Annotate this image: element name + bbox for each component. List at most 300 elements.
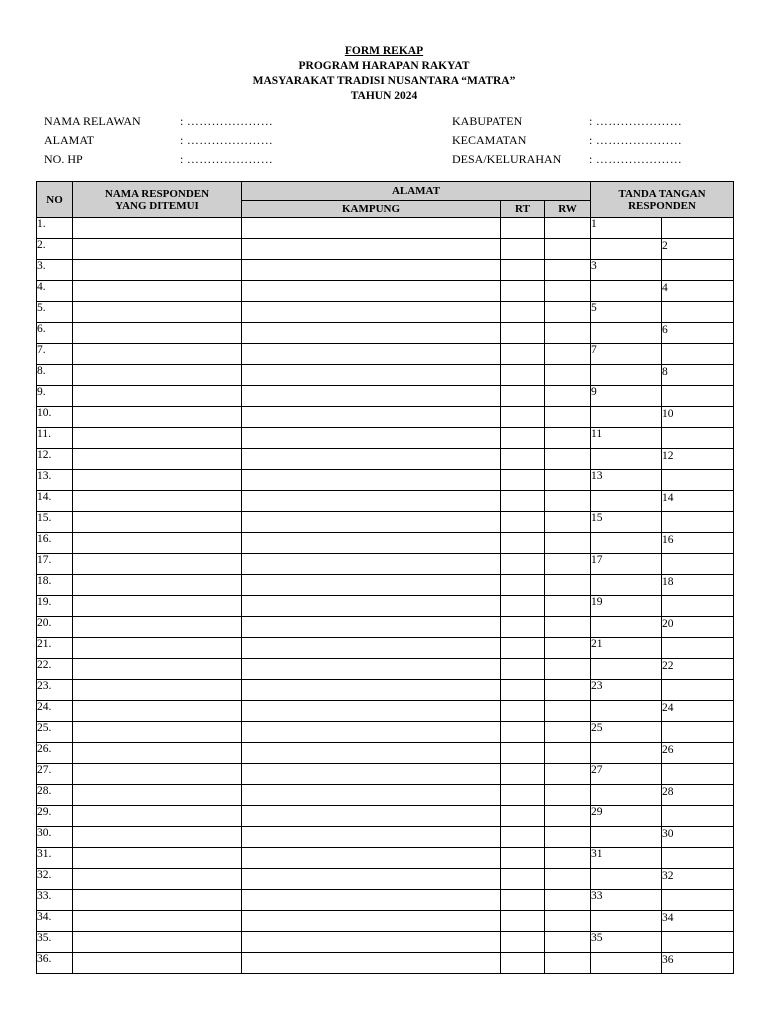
- rw-cell[interactable]: [545, 659, 591, 680]
- kampung-cell[interactable]: [242, 512, 501, 533]
- respondent-name-cell[interactable]: [73, 617, 242, 638]
- rt-cell[interactable]: [501, 512, 545, 533]
- signature-number: 19: [591, 596, 603, 608]
- row-number: 11.: [37, 428, 73, 449]
- row-number: 34.: [37, 911, 73, 932]
- signature-right-cell[interactable]: [662, 512, 734, 533]
- kampung-cell[interactable]: [242, 365, 501, 386]
- rt-cell[interactable]: [501, 491, 545, 512]
- rt-cell[interactable]: [501, 764, 545, 785]
- regency-field[interactable]: : …………………: [589, 114, 683, 128]
- kampung-cell[interactable]: [242, 554, 501, 575]
- respondent-name-cell[interactable]: [73, 554, 242, 575]
- organization-name: MASYARAKAT TRADISI NUSANTARA “MATRA”: [252, 75, 516, 87]
- col-header-no: NO: [37, 182, 73, 218]
- table-row: [37, 764, 734, 785]
- respondent-name-cell[interactable]: [73, 470, 242, 491]
- signature-left-cell[interactable]: [591, 869, 662, 890]
- rw-cell[interactable]: [545, 869, 591, 890]
- signature-number: 16: [662, 534, 674, 546]
- signature-number: 1: [591, 218, 597, 230]
- signature-left-cell[interactable]: [591, 911, 662, 932]
- row-number: 26.: [37, 743, 73, 764]
- rw-cell[interactable]: [545, 260, 591, 281]
- rw-cell[interactable]: [545, 911, 591, 932]
- respondent-name-cell[interactable]: [73, 386, 242, 407]
- signature-right-cell[interactable]: [662, 869, 734, 890]
- signature-left-cell[interactable]: [591, 659, 662, 680]
- rt-cell[interactable]: [501, 596, 545, 617]
- signature-left-cell[interactable]: [591, 722, 662, 743]
- table-row: [37, 911, 734, 932]
- rw-cell[interactable]: [545, 680, 591, 701]
- signature-left-cell[interactable]: [591, 932, 662, 953]
- signature-left-cell[interactable]: [591, 617, 662, 638]
- signature-left-cell[interactable]: [591, 239, 662, 260]
- phone-field[interactable]: : …………………: [180, 152, 274, 166]
- table-row: [37, 932, 734, 953]
- row-number: 4.: [37, 281, 73, 302]
- signature-right-cell[interactable]: [662, 785, 734, 806]
- volunteer-name-field[interactable]: : …………………: [180, 114, 274, 128]
- row-number: 1.: [37, 218, 73, 239]
- respondent-name-cell[interactable]: [73, 701, 242, 722]
- kampung-cell[interactable]: [242, 323, 501, 344]
- signature-number: 28: [662, 786, 674, 798]
- respondent-name-cell[interactable]: [73, 407, 242, 428]
- table-row: [37, 701, 734, 722]
- signature-left-cell[interactable]: [591, 260, 662, 281]
- kampung-cell[interactable]: [242, 953, 501, 974]
- signature-left-cell[interactable]: [591, 953, 662, 974]
- table-row: [37, 281, 734, 302]
- signature-right-cell[interactable]: [662, 911, 734, 932]
- respondent-name-cell[interactable]: [73, 890, 242, 911]
- respondent-name-cell[interactable]: [73, 848, 242, 869]
- rt-cell[interactable]: [501, 890, 545, 911]
- kampung-cell[interactable]: [242, 743, 501, 764]
- kampung-cell[interactable]: [242, 869, 501, 890]
- rw-cell[interactable]: [545, 932, 591, 953]
- kampung-cell[interactable]: [242, 785, 501, 806]
- address-field[interactable]: : …………………: [180, 133, 274, 147]
- signature-right-cell[interactable]: [662, 743, 734, 764]
- rw-cell[interactable]: [545, 764, 591, 785]
- info-row: [44, 152, 724, 171]
- rw-cell[interactable]: [545, 743, 591, 764]
- col-header-signature: [591, 182, 734, 218]
- rt-cell[interactable]: [501, 428, 545, 449]
- row-number: 31.: [37, 848, 73, 869]
- kampung-cell[interactable]: [242, 638, 501, 659]
- rw-cell[interactable]: [545, 281, 591, 302]
- row-number: 9.: [37, 386, 73, 407]
- table-row: [37, 407, 734, 428]
- signature-right-cell[interactable]: [662, 554, 734, 575]
- signature-left-cell[interactable]: [591, 575, 662, 596]
- rt-cell[interactable]: [501, 302, 545, 323]
- respondent-name-cell[interactable]: [73, 533, 242, 554]
- respondent-name-cell[interactable]: [73, 449, 242, 470]
- respondent-name-cell[interactable]: [73, 575, 242, 596]
- district-field[interactable]: : …………………: [589, 133, 683, 147]
- kampung-cell[interactable]: [242, 428, 501, 449]
- signature-right-cell[interactable]: [662, 806, 734, 827]
- respondent-name-cell[interactable]: [73, 596, 242, 617]
- kampung-cell[interactable]: [242, 617, 501, 638]
- rw-cell[interactable]: [545, 218, 591, 239]
- signature-right-cell[interactable]: [662, 701, 734, 722]
- signature-right-cell[interactable]: [662, 407, 734, 428]
- signature-right-cell[interactable]: [662, 281, 734, 302]
- rw-cell[interactable]: [545, 953, 591, 974]
- signature-right-cell[interactable]: [662, 848, 734, 869]
- kampung-cell[interactable]: [242, 596, 501, 617]
- rt-cell[interactable]: [501, 911, 545, 932]
- kampung-cell[interactable]: [242, 680, 501, 701]
- signature-number: 30: [662, 828, 674, 840]
- signature-left-cell[interactable]: [591, 512, 662, 533]
- district-label: KECAMATAN: [452, 133, 527, 147]
- table-row: [37, 218, 734, 239]
- respondent-table: [36, 181, 734, 974]
- kampung-cell[interactable]: [242, 533, 501, 554]
- rt-cell[interactable]: [501, 806, 545, 827]
- row-number: 20.: [37, 617, 73, 638]
- table-row: [37, 785, 734, 806]
- rt-cell[interactable]: [501, 932, 545, 953]
- signature-left-cell[interactable]: [591, 680, 662, 701]
- rt-cell[interactable]: [501, 554, 545, 575]
- table-row: [37, 449, 734, 470]
- signature-right-cell[interactable]: [662, 932, 734, 953]
- respondent-name-cell[interactable]: [73, 302, 242, 323]
- volunteer-name-label: NAMA RELAWAN: [44, 114, 141, 128]
- row-number: 18.: [37, 575, 73, 596]
- respondent-name-cell[interactable]: [73, 743, 242, 764]
- signature-number: 26: [662, 744, 674, 756]
- row-number: 24.: [37, 701, 73, 722]
- signature-right-cell[interactable]: [662, 890, 734, 911]
- kampung-cell[interactable]: [242, 701, 501, 722]
- kampung-cell[interactable]: [242, 575, 501, 596]
- signature-left-cell[interactable]: [591, 785, 662, 806]
- table-row: [37, 239, 734, 260]
- respondent-name-cell[interactable]: [73, 260, 242, 281]
- signature-number: 20: [662, 618, 674, 630]
- rt-cell[interactable]: [501, 239, 545, 260]
- rt-cell[interactable]: [501, 785, 545, 806]
- phone-label: NO. HP: [44, 152, 83, 166]
- rw-cell[interactable]: [545, 365, 591, 386]
- signature-number: 14: [662, 492, 674, 504]
- kampung-cell[interactable]: [242, 281, 501, 302]
- rt-cell[interactable]: [501, 344, 545, 365]
- signature-right-cell[interactable]: [662, 218, 734, 239]
- signature-right-cell[interactable]: [662, 239, 734, 260]
- respondent-name-cell[interactable]: [73, 722, 242, 743]
- table-row: [37, 722, 734, 743]
- rw-cell[interactable]: [545, 407, 591, 428]
- signature-left-cell[interactable]: [591, 449, 662, 470]
- signature-right-cell[interactable]: [662, 617, 734, 638]
- rt-cell[interactable]: [501, 869, 545, 890]
- signature-number: 22: [662, 660, 674, 672]
- rw-cell[interactable]: [545, 239, 591, 260]
- rw-cell[interactable]: [545, 890, 591, 911]
- signature-number: 17: [591, 554, 603, 566]
- rw-cell[interactable]: [545, 344, 591, 365]
- table-row: [37, 260, 734, 281]
- table-row: [37, 491, 734, 512]
- signature-number: 6: [662, 324, 668, 336]
- signature-left-cell[interactable]: [591, 806, 662, 827]
- signature-left-cell[interactable]: [591, 848, 662, 869]
- row-number: 15.: [37, 512, 73, 533]
- signature-left-cell[interactable]: [591, 344, 662, 365]
- row-number: 30.: [37, 827, 73, 848]
- signature-left-cell[interactable]: [591, 323, 662, 344]
- signature-left-cell[interactable]: [591, 386, 662, 407]
- respondent-name-cell[interactable]: [73, 344, 242, 365]
- row-number: 19.: [37, 596, 73, 617]
- respondent-name-cell[interactable]: [73, 953, 242, 974]
- rt-cell[interactable]: [501, 260, 545, 281]
- kampung-cell[interactable]: [242, 911, 501, 932]
- rt-cell[interactable]: [501, 407, 545, 428]
- regency-label: KABUPATEN: [452, 114, 523, 128]
- signature-right-cell[interactable]: [662, 638, 734, 659]
- respondent-name-cell[interactable]: [73, 365, 242, 386]
- respondent-name-cell[interactable]: [73, 827, 242, 848]
- signature-left-cell[interactable]: [591, 281, 662, 302]
- col-header-signature-line2: RESPONDEN: [628, 199, 696, 212]
- kampung-cell[interactable]: [242, 407, 501, 428]
- respondent-name-cell[interactable]: [73, 491, 242, 512]
- signature-number: 8: [662, 366, 668, 378]
- rt-cell[interactable]: [501, 680, 545, 701]
- row-number: 22.: [37, 659, 73, 680]
- respondent-name-cell[interactable]: [73, 323, 242, 344]
- signature-right-cell[interactable]: [662, 449, 734, 470]
- rw-cell[interactable]: [545, 554, 591, 575]
- rt-cell[interactable]: [501, 743, 545, 764]
- signature-left-cell[interactable]: [591, 407, 662, 428]
- signature-right-cell[interactable]: [662, 764, 734, 785]
- respondent-name-cell[interactable]: [73, 281, 242, 302]
- respondent-name-cell[interactable]: [73, 218, 242, 239]
- signature-number: 32: [662, 870, 674, 882]
- rt-cell[interactable]: [501, 953, 545, 974]
- signature-left-cell[interactable]: [591, 491, 662, 512]
- kampung-cell[interactable]: [242, 218, 501, 239]
- kampung-cell[interactable]: [242, 890, 501, 911]
- kampung-cell[interactable]: [242, 449, 501, 470]
- table-row: [37, 554, 734, 575]
- kampung-cell[interactable]: [242, 260, 501, 281]
- kampung-cell[interactable]: [242, 239, 501, 260]
- rw-cell[interactable]: [545, 722, 591, 743]
- table-row: [37, 806, 734, 827]
- signature-left-cell[interactable]: [591, 365, 662, 386]
- kampung-cell[interactable]: [242, 764, 501, 785]
- signature-left-cell[interactable]: [591, 554, 662, 575]
- rt-cell[interactable]: [501, 659, 545, 680]
- signature-number: 5: [591, 302, 597, 314]
- signature-left-cell[interactable]: [591, 302, 662, 323]
- signature-number: 2: [662, 240, 668, 252]
- rt-cell[interactable]: [501, 281, 545, 302]
- signature-right-cell[interactable]: [662, 827, 734, 848]
- respondent-name-cell[interactable]: [73, 638, 242, 659]
- rw-cell[interactable]: [545, 470, 591, 491]
- kampung-cell[interactable]: [242, 659, 501, 680]
- respondent-name-cell[interactable]: [73, 869, 242, 890]
- rw-cell[interactable]: [545, 617, 591, 638]
- signature-right-cell[interactable]: [662, 428, 734, 449]
- rw-cell[interactable]: [545, 512, 591, 533]
- signature-number: 11: [591, 428, 603, 440]
- signature-right-cell[interactable]: [662, 365, 734, 386]
- signature-right-cell[interactable]: [662, 491, 734, 512]
- signature-right-cell[interactable]: [662, 953, 734, 974]
- respondent-name-cell[interactable]: [73, 239, 242, 260]
- signature-number: 18: [662, 576, 674, 588]
- kampung-cell[interactable]: [242, 491, 501, 512]
- rw-cell[interactable]: [545, 701, 591, 722]
- respondent-name-cell[interactable]: [73, 512, 242, 533]
- table-row: [37, 638, 734, 659]
- kampung-cell[interactable]: [242, 827, 501, 848]
- respondent-name-cell[interactable]: [73, 932, 242, 953]
- rw-cell[interactable]: [545, 827, 591, 848]
- rw-cell[interactable]: [545, 596, 591, 617]
- rt-cell[interactable]: [501, 386, 545, 407]
- respondent-name-cell[interactable]: [73, 659, 242, 680]
- signature-left-cell[interactable]: [591, 827, 662, 848]
- signature-right-cell[interactable]: [662, 575, 734, 596]
- rt-cell[interactable]: [501, 323, 545, 344]
- rt-cell[interactable]: [501, 470, 545, 491]
- signature-right-cell[interactable]: [662, 533, 734, 554]
- signature-right-cell[interactable]: [662, 596, 734, 617]
- signature-number: 35: [591, 932, 603, 944]
- row-number: 23.: [37, 680, 73, 701]
- signature-right-cell[interactable]: [662, 302, 734, 323]
- col-header-respondent-name-line1: NAMA RESPONDEN: [104, 187, 210, 200]
- rw-cell[interactable]: [545, 575, 591, 596]
- rt-cell[interactable]: [501, 218, 545, 239]
- signature-left-cell[interactable]: [591, 764, 662, 785]
- signature-number: 34: [662, 912, 674, 924]
- rw-cell[interactable]: [545, 428, 591, 449]
- signature-right-cell[interactable]: [662, 386, 734, 407]
- rw-cell[interactable]: [545, 806, 591, 827]
- signature-right-cell[interactable]: [662, 722, 734, 743]
- row-number: 27.: [37, 764, 73, 785]
- signature-number: 15: [591, 512, 603, 524]
- table-row: [37, 470, 734, 491]
- row-number: 7.: [37, 344, 73, 365]
- signature-right-cell[interactable]: [662, 659, 734, 680]
- rt-cell[interactable]: [501, 722, 545, 743]
- kampung-cell[interactable]: [242, 806, 501, 827]
- rw-cell[interactable]: [545, 449, 591, 470]
- signature-right-cell[interactable]: [662, 323, 734, 344]
- signature-right-cell[interactable]: [662, 680, 734, 701]
- signature-right-cell[interactable]: [662, 344, 734, 365]
- rt-cell[interactable]: [501, 827, 545, 848]
- rw-cell[interactable]: [545, 491, 591, 512]
- kampung-cell[interactable]: [242, 386, 501, 407]
- table-row: [37, 575, 734, 596]
- rw-cell[interactable]: [545, 302, 591, 323]
- row-number: 17.: [37, 554, 73, 575]
- rw-cell[interactable]: [545, 638, 591, 659]
- rt-cell[interactable]: [501, 638, 545, 659]
- signature-left-cell[interactable]: [591, 533, 662, 554]
- rt-cell[interactable]: [501, 575, 545, 596]
- rt-cell[interactable]: [501, 365, 545, 386]
- signature-number: 12: [662, 450, 674, 462]
- signature-left-cell[interactable]: [591, 218, 662, 239]
- signature-right-cell[interactable]: [662, 260, 734, 281]
- rw-cell[interactable]: [545, 323, 591, 344]
- rw-cell[interactable]: [545, 848, 591, 869]
- program-name: PROGRAM HARAPAN RAKYAT: [298, 60, 470, 72]
- kampung-cell[interactable]: [242, 344, 501, 365]
- respondent-name-cell[interactable]: [73, 680, 242, 701]
- kampung-cell[interactable]: [242, 848, 501, 869]
- rt-cell[interactable]: [501, 533, 545, 554]
- row-number: 13.: [37, 470, 73, 491]
- signature-left-cell[interactable]: [591, 701, 662, 722]
- respondent-name-cell[interactable]: [73, 785, 242, 806]
- table-row: [37, 365, 734, 386]
- rw-cell[interactable]: [545, 386, 591, 407]
- table-row: [37, 827, 734, 848]
- col-header-kampung: KAMPUNG: [242, 201, 501, 218]
- village-field[interactable]: : …………………: [589, 152, 683, 166]
- kampung-cell[interactable]: [242, 932, 501, 953]
- row-number: 35.: [37, 932, 73, 953]
- respondent-name-cell[interactable]: [73, 764, 242, 785]
- respondent-name-cell[interactable]: [73, 806, 242, 827]
- kampung-cell[interactable]: [242, 722, 501, 743]
- rt-cell[interactable]: [501, 449, 545, 470]
- row-number: 6.: [37, 323, 73, 344]
- rt-cell[interactable]: [501, 617, 545, 638]
- col-header-rt: RT: [501, 201, 545, 218]
- signature-left-cell[interactable]: [591, 890, 662, 911]
- respondent-name-cell[interactable]: [73, 428, 242, 449]
- kampung-cell[interactable]: [242, 302, 501, 323]
- form-year: TAHUN 2024: [350, 90, 418, 102]
- signature-left-cell[interactable]: [591, 596, 662, 617]
- signature-left-cell[interactable]: [591, 638, 662, 659]
- kampung-cell[interactable]: [242, 470, 501, 491]
- rw-cell[interactable]: [545, 533, 591, 554]
- signature-left-cell[interactable]: [591, 428, 662, 449]
- rw-cell[interactable]: [545, 785, 591, 806]
- signature-left-cell[interactable]: [591, 470, 662, 491]
- info-row: [44, 114, 724, 133]
- rt-cell[interactable]: [501, 701, 545, 722]
- respondent-name-cell[interactable]: [73, 911, 242, 932]
- signature-left-cell[interactable]: [591, 743, 662, 764]
- rt-cell[interactable]: [501, 848, 545, 869]
- signature-right-cell[interactable]: [662, 470, 734, 491]
